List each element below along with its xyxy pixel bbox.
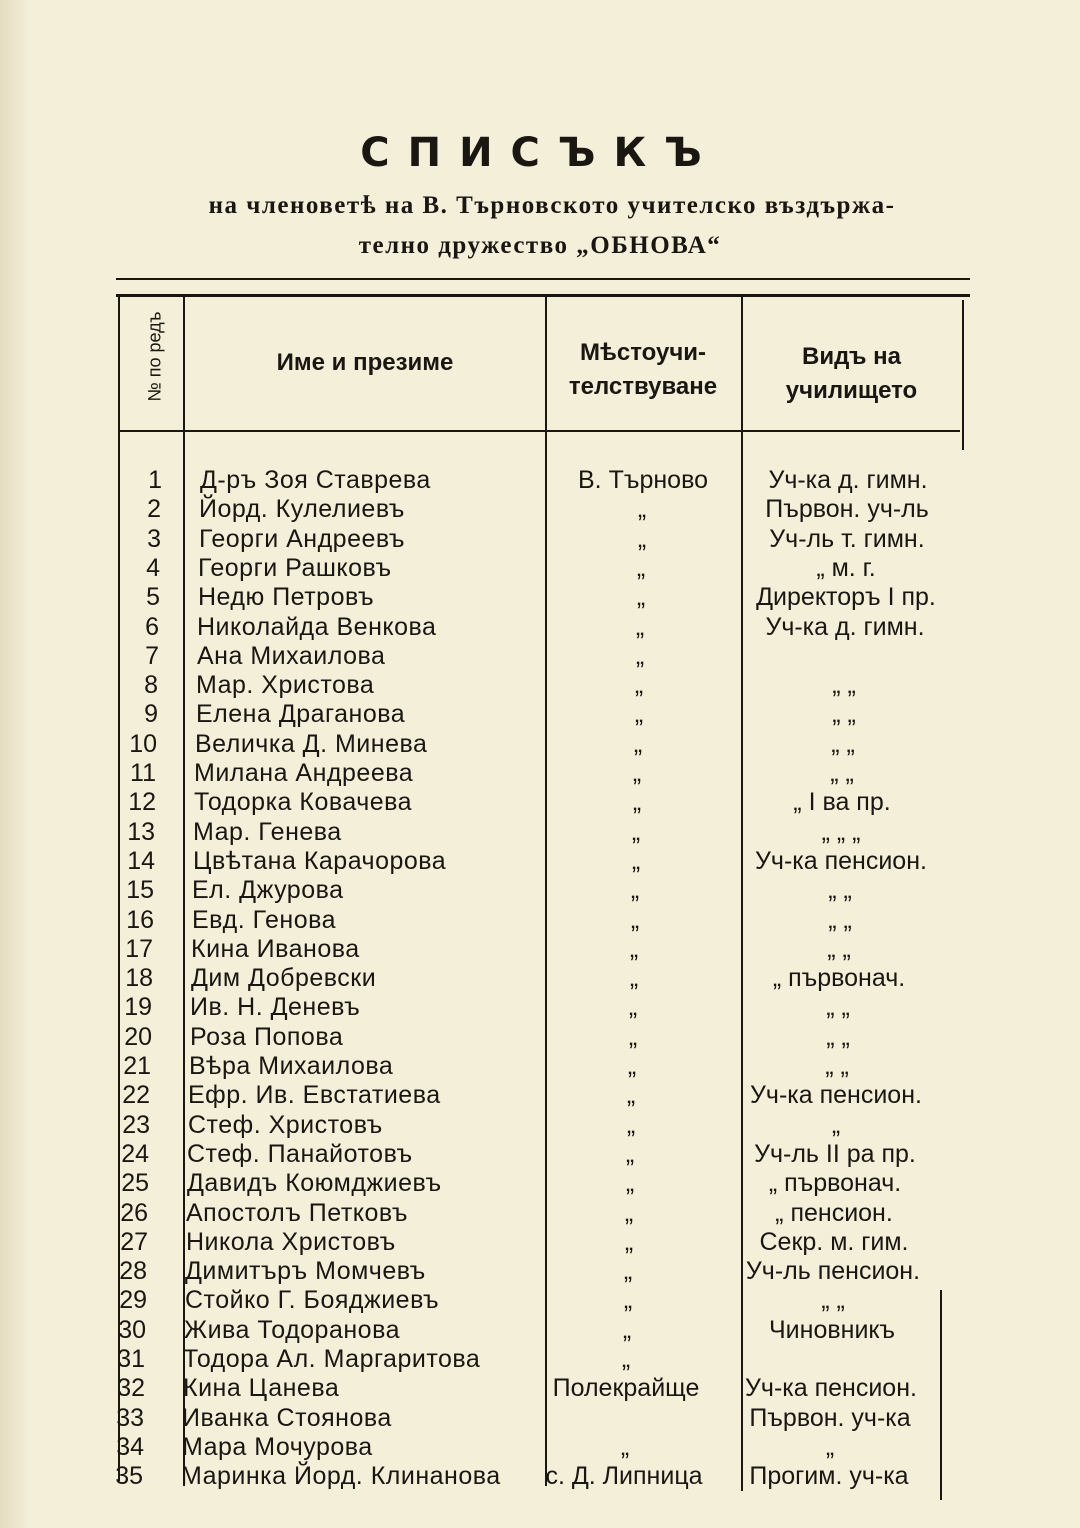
member-place: „ [636,583,646,611]
table-row [0,1316,1080,1345]
member-name: Вѣра Михаилова [189,1052,394,1080]
member-school: „ „ [827,935,851,963]
header-name: Име и презиме [276,349,454,376]
row-number: 32 [117,1374,145,1402]
member-school: „ „ [832,671,856,699]
table-row [0,495,1080,524]
header-rule [118,430,960,432]
row-number: 9 [144,700,158,728]
row-number: 20 [124,1023,152,1051]
member-place: „ [636,554,646,582]
member-school: Уч-ка д. гимн. [768,466,928,494]
row-number: 27 [120,1228,148,1256]
member-name: Недю Петровъ [198,583,375,611]
table-row [0,788,1080,817]
member-school: „ пенсион. [775,1199,893,1227]
member-school: „ [831,1111,841,1139]
member-school: „ „ [825,1052,849,1080]
row-number: 22 [122,1081,150,1109]
subtitle-line-2: телно дружество „ОБНОВА“ [358,232,722,259]
table-row [0,525,1080,554]
member-school: „ „ [826,993,850,1021]
table-row [0,700,1080,729]
member-place: Полекрайще [552,1374,700,1402]
member-school: „ [825,1433,835,1461]
member-place: „ [637,495,647,523]
table-row [0,1199,1080,1228]
member-place: „ [631,847,641,875]
member-place: „ [630,876,640,904]
member-name: Иванка Стоянова [182,1404,392,1432]
header-number: № по редъ [144,311,165,402]
table-row [0,906,1080,935]
header-place: Мѣстоучи- телствуване [568,339,718,400]
table-row [0,1345,1080,1374]
member-name: Мар. Генева [193,818,342,846]
member-name: Георги Андреевъ [199,525,405,553]
member-school: „ „ „ [821,818,861,846]
member-name: Ив. Н. Деневъ [190,993,361,1021]
member-school: „ първонач. [772,964,906,992]
member-school: „ I ва пр. [793,788,891,816]
member-name: Роза Попова [190,1023,344,1051]
row-number: 1 [148,466,162,494]
row-number: 15 [126,876,154,904]
row-number: 18 [125,964,153,992]
member-school: „ „ [828,876,852,904]
member-name: Милана Андреева [194,759,414,787]
member-name: Стойко Г. Бояджиевъ [185,1286,440,1314]
member-place: „ [637,525,647,553]
member-name: Д-ръ Зоя Ставрева [200,466,431,494]
column-divider-right [962,300,964,450]
table-row [0,730,1080,759]
member-place: „ [622,1316,632,1344]
row-number: 8 [144,671,158,699]
table-row [0,1111,1080,1140]
table-row [0,1228,1080,1257]
member-place: „ [628,993,638,1021]
member-place: „ [630,906,640,934]
row-number: 11 [130,759,156,787]
member-name: Никола Христовъ [186,1228,396,1256]
member-name: Елена Драганова [196,700,406,728]
row-number: 28 [119,1257,147,1285]
table-row [0,1023,1080,1052]
member-school: „ „ [831,730,855,758]
member-place: „ [624,1228,634,1256]
member-place: „ [632,788,642,816]
top-rule [116,278,970,280]
row-number: 6 [145,613,159,641]
row-number: 14 [127,847,155,875]
row-number: 23 [122,1111,150,1139]
member-name: Евд. Генова [192,906,337,934]
member-school: Уч-ль пенсион. [745,1257,921,1285]
member-name: Цвѣтана Карачорова [193,847,447,875]
member-place: „ [635,642,645,670]
member-place: „ [635,613,645,641]
member-place: В. Търново [578,466,708,494]
row-number: 5 [146,583,160,611]
member-name: Димитъръ Момчевъ [185,1257,426,1285]
member-school: „ м. г. [816,554,876,582]
row-number: 13 [127,818,155,846]
table-row [0,876,1080,905]
member-name: Ефр. Ив. Евстатиева [188,1081,441,1109]
row-number: 35 [115,1462,143,1490]
member-name: Стеф. Панайотовъ [187,1140,413,1168]
row-number: 10 [129,730,157,758]
member-name: Величка Д. Минева [195,730,428,758]
member-place: „ [623,1286,633,1314]
member-school: Уч-ль т. гимн. [769,525,925,553]
member-school: Първон. уч-ка [749,1404,911,1432]
table-row [0,642,1080,671]
row-number: 29 [119,1286,147,1314]
member-place: „ [627,1052,637,1080]
member-name: Стеф. Христовъ [188,1111,383,1139]
member-place: „ [624,1199,634,1227]
member-school: „ „ [826,1023,850,1051]
table-row [0,1462,1080,1491]
member-name: Мар. Христова [196,671,375,699]
member-place: „ [621,1345,631,1373]
member-school: Уч-ка д. гимн. [765,613,925,641]
member-name: Апостолъ Петковъ [186,1199,408,1227]
member-place: с. Д. Липница [545,1462,703,1490]
table-row [0,964,1080,993]
member-school: Секр. м. гим. [759,1228,909,1256]
member-place: „ [631,818,641,846]
member-school: „ първонач. [768,1169,902,1197]
table-row [0,1404,1080,1433]
row-number: 7 [145,642,159,670]
table-row [0,1433,1080,1462]
member-school: „ „ [828,906,852,934]
member-school: „ „ [830,759,854,787]
row-number: 19 [124,993,152,1021]
member-place: „ [629,935,639,963]
member-name: Тодора Ал. Маргаритова [183,1345,481,1373]
member-place: „ [628,1023,638,1051]
member-school: „ „ [821,1286,845,1314]
member-place: „ [623,1257,633,1285]
member-school: Прогим. уч-ка [749,1462,909,1490]
table-row [0,993,1080,1022]
row-number: 34 [116,1433,144,1461]
member-name: Тодорка Ковачева [194,788,413,816]
table-row [0,759,1080,788]
member-name: Маринка Йорд. Клинанова [181,1462,501,1490]
table-row [0,935,1080,964]
member-place: „ [626,1081,636,1109]
member-name: Мара Мочурова [182,1433,373,1461]
member-place: „ [634,671,644,699]
table-row [0,847,1080,876]
top-rule-thick [116,294,970,297]
table-row [0,583,1080,612]
row-number: 16 [126,906,154,934]
subtitle-line-1: на членоветѣ на В. Търновското учителско въздържа- [208,192,896,219]
table-row [0,613,1080,642]
table-row [0,1286,1080,1315]
member-place: „ [620,1433,630,1461]
member-school: Уч-ка пенсион. [750,1081,922,1109]
row-number: 26 [120,1199,148,1227]
row-number: 21 [123,1052,151,1080]
member-name: Кина Цанева [183,1374,340,1402]
member-name: Кина Иванова [191,935,360,963]
member-school: „ „ [832,700,856,728]
table-row [0,1169,1080,1198]
table-row [0,1257,1080,1286]
row-number: 31 [117,1345,145,1373]
row-number: 3 [147,525,161,553]
member-place: „ [629,964,639,992]
row-number: 4 [146,554,160,582]
table-row [0,818,1080,847]
member-name: Йорд. Кулелиевъ [199,495,405,523]
member-name: Ел. Джурова [192,876,344,904]
row-number: 24 [121,1140,149,1168]
row-number: 2 [147,495,161,523]
row-number: 12 [128,788,156,816]
member-school: Уч-ка пенсион. [755,847,927,875]
member-name: Николайда Венкова [197,613,437,641]
row-number: 30 [118,1316,146,1344]
table-row [0,466,1080,495]
table-row [0,671,1080,700]
row-number: 25 [121,1169,149,1197]
member-name: Дим Добревски [191,964,377,992]
member-school: Уч-ка пенсион. [745,1374,917,1402]
header-school: Видъ на училището [785,343,918,404]
member-place: „ [625,1169,635,1197]
row-number: 17 [125,935,153,963]
table-row [0,1374,1080,1403]
member-school: Директоръ I пр. [756,583,936,611]
member-school: Уч-ль II ра пр. [754,1140,916,1168]
member-name: Давидъ Коюмджиевъ [187,1169,442,1197]
member-place: „ [632,759,642,787]
page-title: СПИСЪКЪ [360,130,720,176]
member-place: „ [633,730,643,758]
member-school: Чиновникъ [769,1316,895,1344]
member-name: Георги Рашковъ [198,554,392,582]
table-row [0,554,1080,583]
member-place: „ [626,1111,636,1139]
member-name: Жива Тодоранова [184,1316,400,1344]
table-row [0,1081,1080,1110]
member-place: „ [625,1140,635,1168]
member-name: Ана Михаилова [197,642,386,670]
member-school: Първон. уч-ль [765,495,929,523]
row-number: 33 [116,1404,144,1432]
table-row [0,1140,1080,1169]
table-row [0,1052,1080,1081]
member-place: „ [634,700,644,728]
